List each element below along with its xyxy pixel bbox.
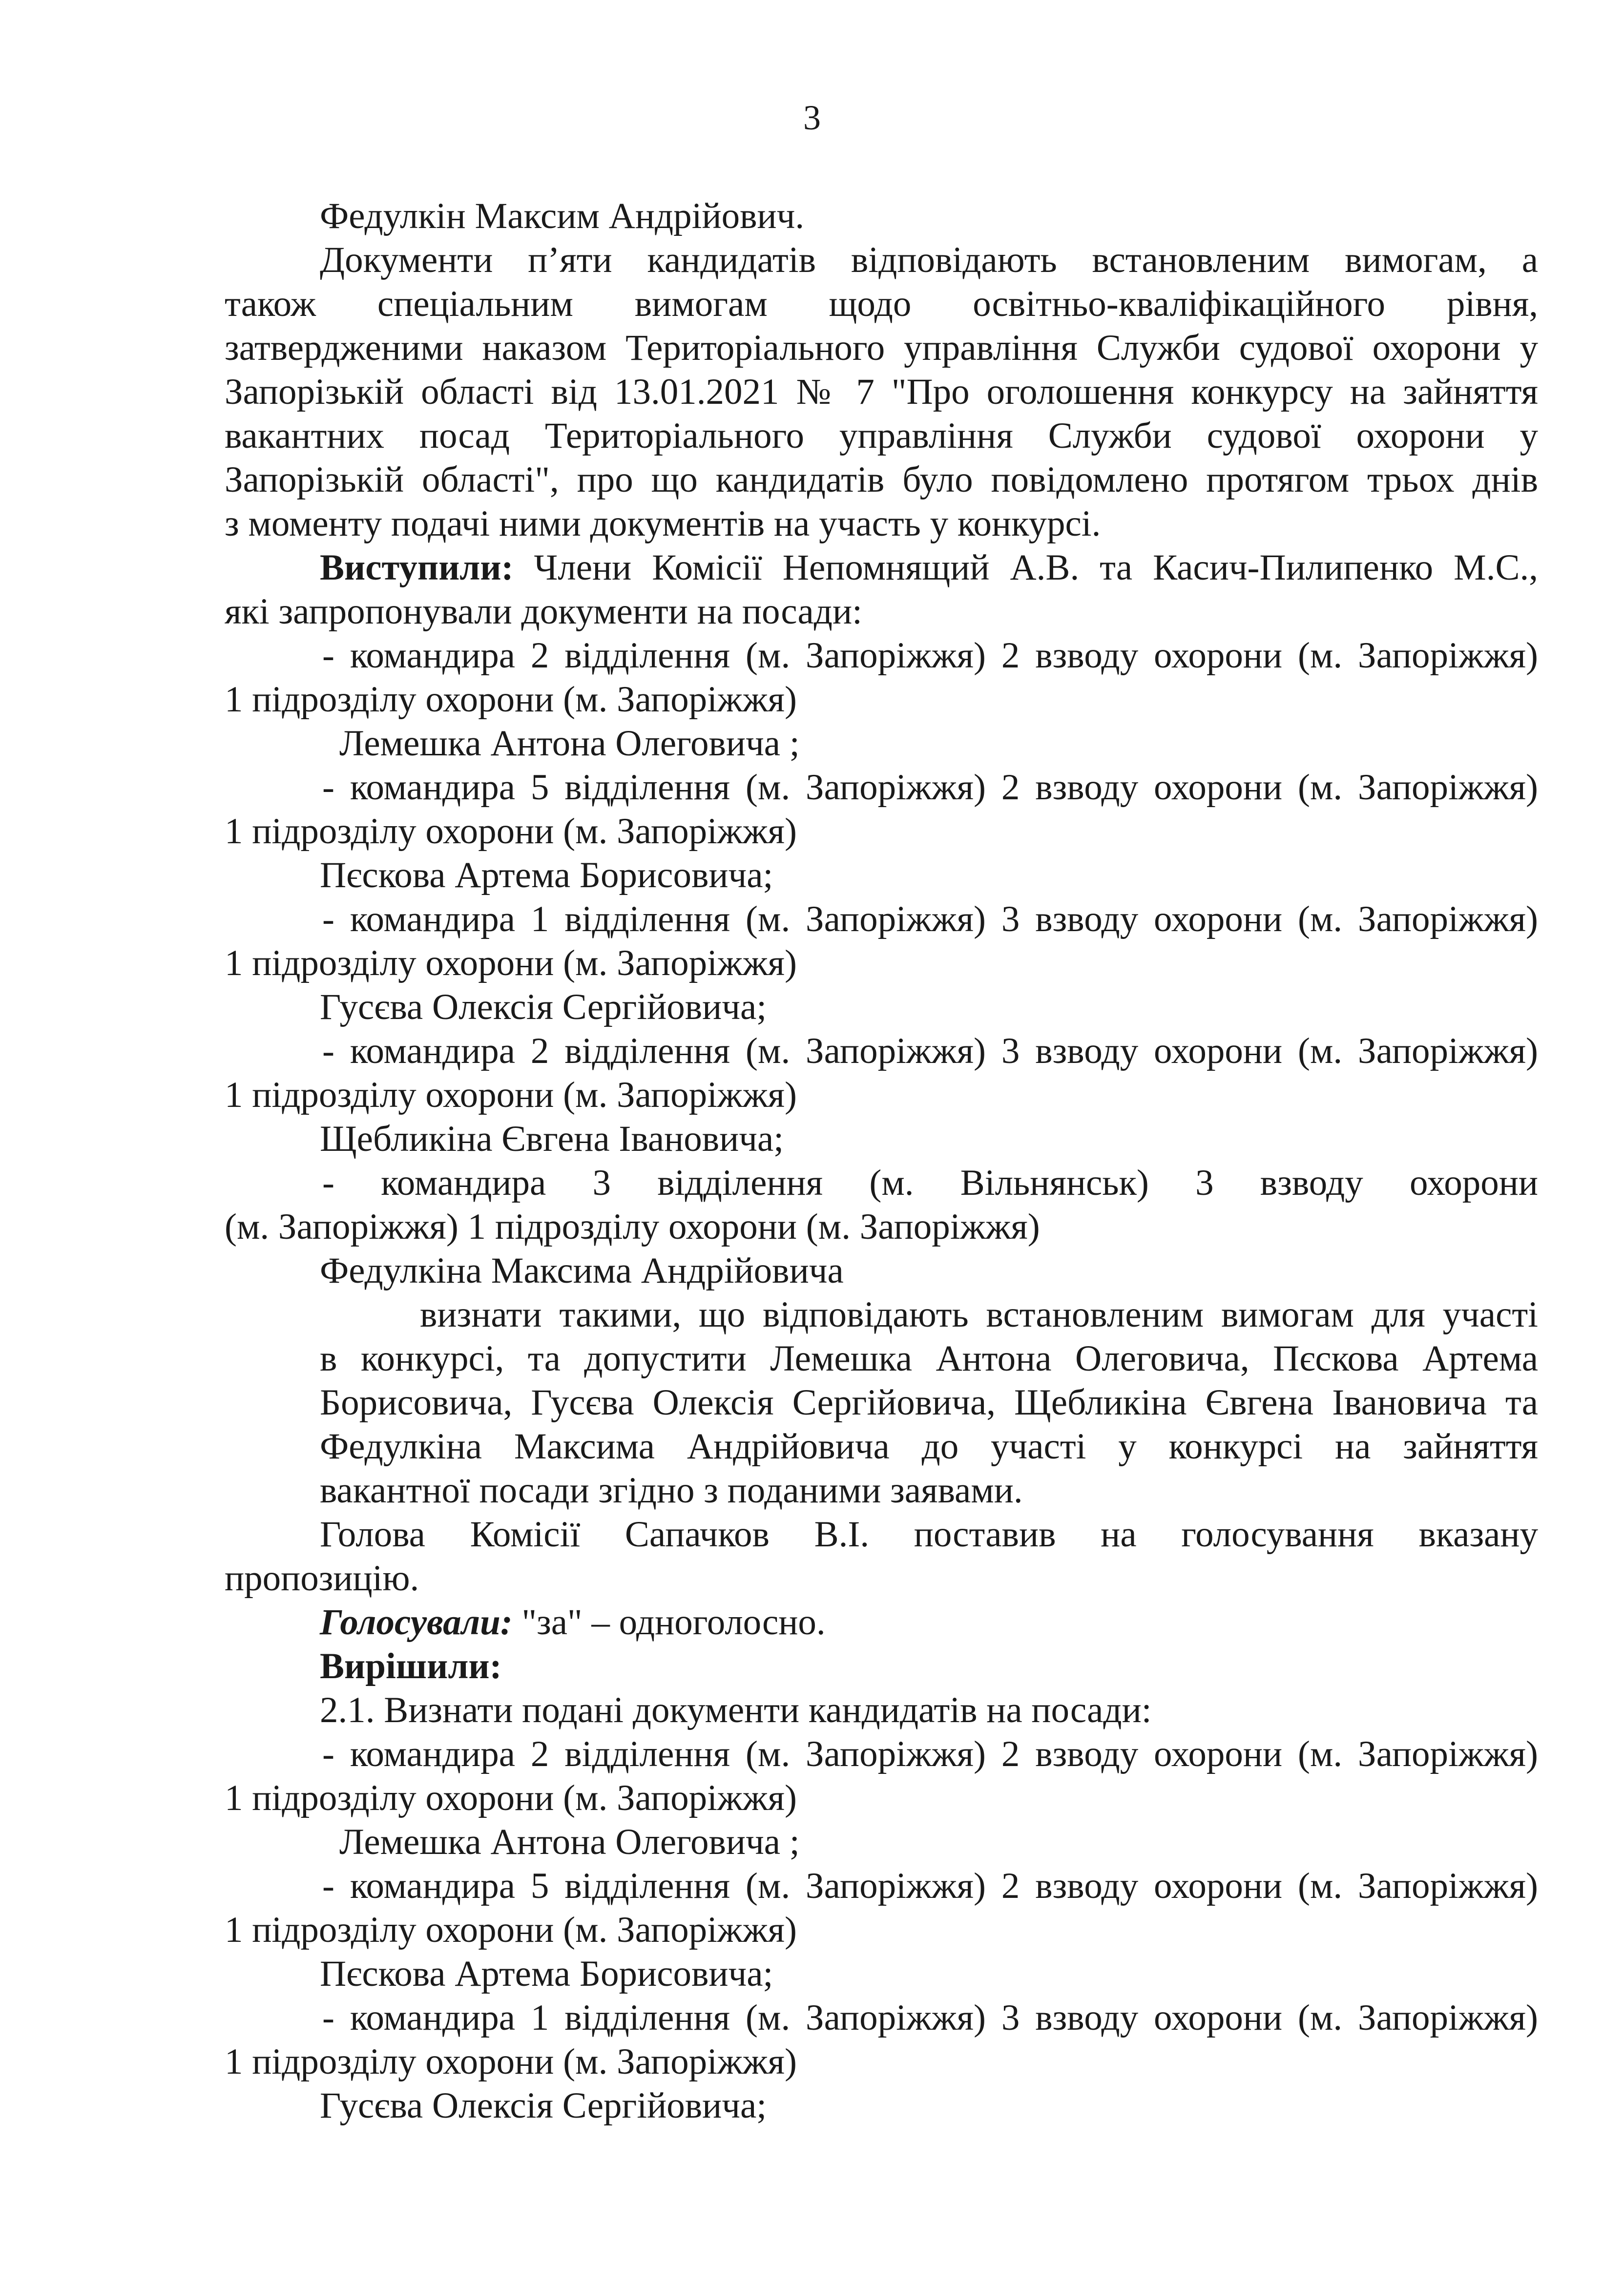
speakers-text: Члени Комісії Непомнящий А.В. та Касич-Пилипенко М.С., [513, 547, 1538, 588]
text-line: - командира 5 відділення (м. Запоріжжя) 2 взводу охорони (м. Запоріжжя) [322, 767, 1538, 808]
candidate-name: Лемешка Антона Олеговича ; [339, 723, 800, 764]
text-line: пропозицію. [225, 1558, 419, 1599]
text-line: 2.1. Визнати подані документи кандидатів на посади: [320, 1690, 1152, 1730]
document-body [225, 194, 1538, 2128]
text-line: Федулкін Максим Андрійович. [320, 196, 805, 236]
text-line: 1 підрозділу охорони (м. Запоріжжя) [225, 679, 797, 720]
vote-text: "за" – одноголосно. [512, 1602, 826, 1643]
text-line: 1 підрозділу охорони (м. Запоріжжя) [225, 2041, 797, 2082]
text-line: затвердженими наказом Територіального управління Служби судової охорони у [225, 328, 1538, 368]
speakers-line [225, 546, 1538, 590]
text-line: Голова Комісії Сапачков В.І. поставив на голосування вказану [320, 1514, 1538, 1555]
decision-heading: Вирішили: [320, 1646, 502, 1686]
speakers-label: Виступили: [320, 547, 514, 588]
candidate-name: Лемешка Антона Олеговича ; [339, 1822, 800, 1862]
text-line: Запорізькій області", про що кандидатів було повідомлено протягом трьох днів [225, 459, 1538, 500]
text-line: (м. Запоріжжя) 1 підрозділу охорони (м. Запоріжжя) [225, 1207, 1040, 1247]
text-line: Борисовича, Гусєва Олексія Сергійовича, Щебликіна Євгена Івановича та [320, 1382, 1538, 1423]
text-line: - командира 5 відділення (м. Запоріжжя) 2 взводу охорони (м. Запоріжжя) [322, 1866, 1538, 1906]
text-line: з моменту подачі ними документів на участь у конкурсі. [225, 503, 1101, 544]
text-line: - командира 3 відділення (м. Вільнянськ) 3 взводу охорони [322, 1163, 1538, 1203]
candidate-name: Щебликіна Євгена Івановича; [320, 1119, 784, 1159]
text-line: - командира 1 відділення (м. Запоріжжя) 3 взводу охорони (м. Запоріжжя) [322, 899, 1538, 939]
text-line: 1 підрозділу охорони (м. Запоріжжя) [225, 1778, 797, 1818]
text-line: - командира 1 відділення (м. Запоріжжя) 3 взводу охорони (м. Запоріжжя) [322, 1998, 1538, 2038]
text-line: які запропонували документи на посади: [225, 591, 862, 632]
text-line: визнати такими, що відповідають встановленим вимогам для участі [420, 1294, 1538, 1335]
text-line: 1 підрозділу охорони (м. Запоріжжя) [225, 1075, 797, 1115]
candidate-name: Пєскова Артема Борисовича; [320, 1954, 773, 1994]
text-line: 1 підрозділу охорони (м. Запоріжжя) [225, 811, 797, 852]
text-line: 1 підрозділу охорони (м. Запоріжжя) [225, 943, 797, 983]
candidate-name: Федулкіна Максима Андрійовича [320, 1250, 844, 1291]
text-line: - командира 2 відділення (м. Запоріжжя) 2 взводу охорони (м. Запоріжжя) [322, 1734, 1538, 1774]
text-line: також спеціальним вимогам щодо освітньо-кваліфікаційного рівня, [225, 284, 1538, 324]
text-line: - командира 2 відділення (м. Запоріжжя) 2 взводу охорони (м. Запоріжжя) [322, 635, 1538, 676]
candidate-name: Пєскова Артема Борисовича; [320, 855, 773, 895]
page-number: 3 [803, 98, 821, 137]
vote-label: Голосували: [320, 1602, 513, 1643]
text-line: Запорізькій області від 13.01.2021 № 7 "Про оголошення конкурсу на зайняття [225, 372, 1538, 412]
text-line: Федулкіна Максима Андрійовича до участі у конкурсі на зайняття [320, 1426, 1538, 1467]
text-line: 1 підрозділу охорони (м. Запоріжжя) [225, 1910, 797, 1950]
text-line: вакантних посад Територіального управління Служби судової охорони у [225, 416, 1538, 456]
text-line: вакантної посади згідно з поданими заявами. [320, 1470, 1023, 1511]
text-line: - командира 2 відділення (м. Запоріжжя) 3 взводу охорони (м. Запоріжжя) [322, 1031, 1538, 1071]
text-line: Документи п’яти кандидатів відповідають встановленим вимогам, а [320, 240, 1538, 280]
text-line: в конкурсі, та допустити Лемешка Антона Олеговича, Пєскова Артема [320, 1338, 1538, 1379]
candidate-name: Гусєва Олексія Сергійовича; [320, 2085, 767, 2126]
candidate-name: Гусєва Олексія Сергійовича; [320, 987, 767, 1027]
vote-line [225, 1601, 1538, 1644]
